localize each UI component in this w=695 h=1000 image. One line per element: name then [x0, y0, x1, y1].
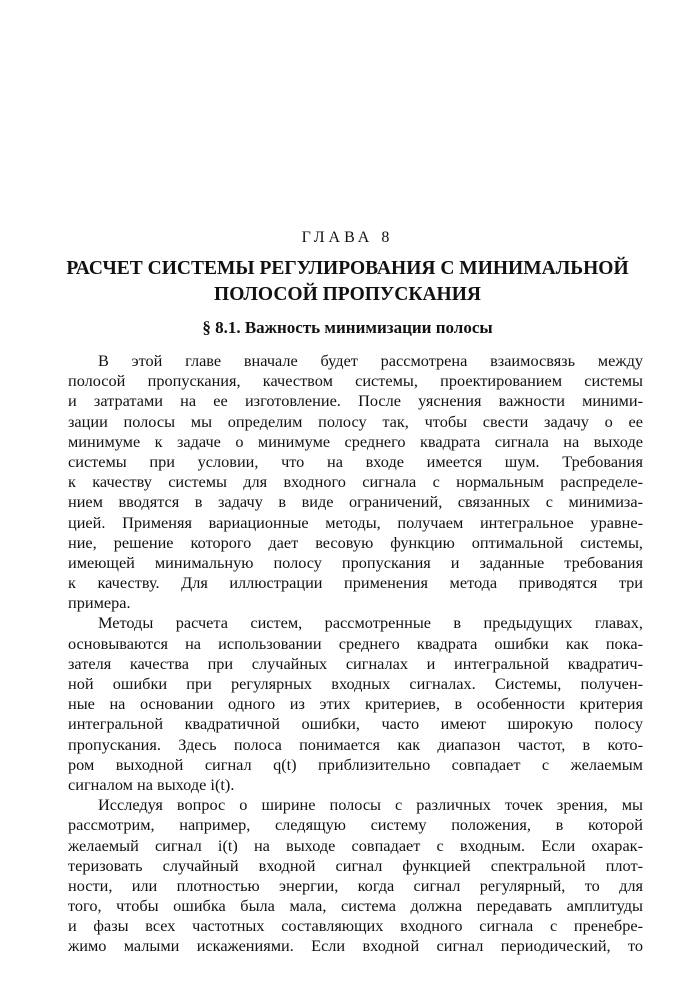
text-line: и затратами на ее изготовление. После уяснения важности миними-: [68, 391, 643, 411]
chapter-title: [60, 256, 635, 308]
text-line: к качеству. Для иллюстрации применения метода приводятся три: [68, 573, 643, 593]
text-line: В этой главе вначале будет рассмотрена взаимосвязь между: [98, 351, 643, 370]
section-heading: § 8.1. Важность минимизации полосы: [202, 318, 493, 337]
text-line: ные на основании одного из этих критериев, в особенности критерия: [68, 694, 643, 714]
text-line: Методы расчета систем, рассмотренные в предыдущих главах,: [98, 613, 643, 633]
text-line: нием вводятся в задачу в виде ограничений, связанных с минимиза-: [68, 492, 643, 512]
text-line: Исследуя вопрос о ширине полосы с различных точек зрения, мы: [98, 795, 643, 815]
text-line: желаемый сигнал i(t) на выходе совпадает с входным. Если охарак-: [68, 835, 643, 855]
text-line: рассмотрим, например, следящую систему положения, в которой: [68, 815, 643, 835]
body-text: [68, 351, 643, 957]
text-line: ние, решение которого дает весовую функцию оптимальной системы,: [68, 532, 643, 552]
chapter-title-line-1: РАСЧЕТ СИСТЕМЫ РЕГУЛИРОВАНИЯ С МИНИМАЛЬНОЙ: [66, 258, 629, 279]
text-line: ности, или плотностью энергии, когда сигнал регулярный, то для: [68, 875, 643, 895]
text-line: системы при условии, что на входе имеется шум. Требования: [68, 451, 643, 471]
text-line: интегральной квадратичной ошибки, часто имеют широкую полосу: [68, 714, 643, 734]
text-line: ной ошибки при регулярных входных сигналах. Системы, получен-: [68, 674, 643, 693]
text-line: примера.: [68, 593, 131, 613]
text-line: жимо малыми искажениями. Если входной сигнал периодический, то: [68, 936, 643, 956]
chapter-title-line-2: ПОЛОСОЙ ПРОПУСКАНИЯ: [214, 284, 481, 305]
text-line: полосой пропускания, качеством системы, проектированием системы: [68, 371, 643, 391]
text-line: минимуме к задаче о минимуме среднего квадрата сигнала на выходе: [68, 431, 643, 451]
text-line: зателя качества при случайных сигналах и интегральной квадратич-: [68, 653, 643, 673]
text-line: основываются на использовании среднего квадрата ошибки как пока-: [68, 633, 643, 653]
text-line: того, чтобы ошибка была мала, система должна передавать амплитуды: [68, 896, 643, 916]
text-line: и фазы всех частотных составляющих входного сигнала с пренебре-: [68, 916, 643, 936]
text-line: теризовать случайный входной сигнал функцией спектральной плот-: [68, 855, 643, 875]
text-line: цией. Применяя вариационные методы, получаем интегральное уравне-: [68, 512, 643, 532]
text-line: зации полосы мы определим полосу так, чтобы свести задачу о ее: [68, 411, 643, 431]
chapter-label: ГЛАВА 8: [301, 229, 394, 246]
text-line: к качеству системы для входного сигнала с нормальным распределе-: [68, 472, 643, 492]
text-line: сигналом на выходе i(t).: [68, 774, 235, 794]
text-line: пропускания. Здесь полоса понимается как диапазон частот, в кото-: [68, 734, 643, 754]
text-line: ром выходной сигнал q(t) приблизительно совпадает с желаемым: [68, 754, 643, 774]
text-line: имеющей минимальную полосу пропускания и заданные требования: [68, 552, 643, 572]
